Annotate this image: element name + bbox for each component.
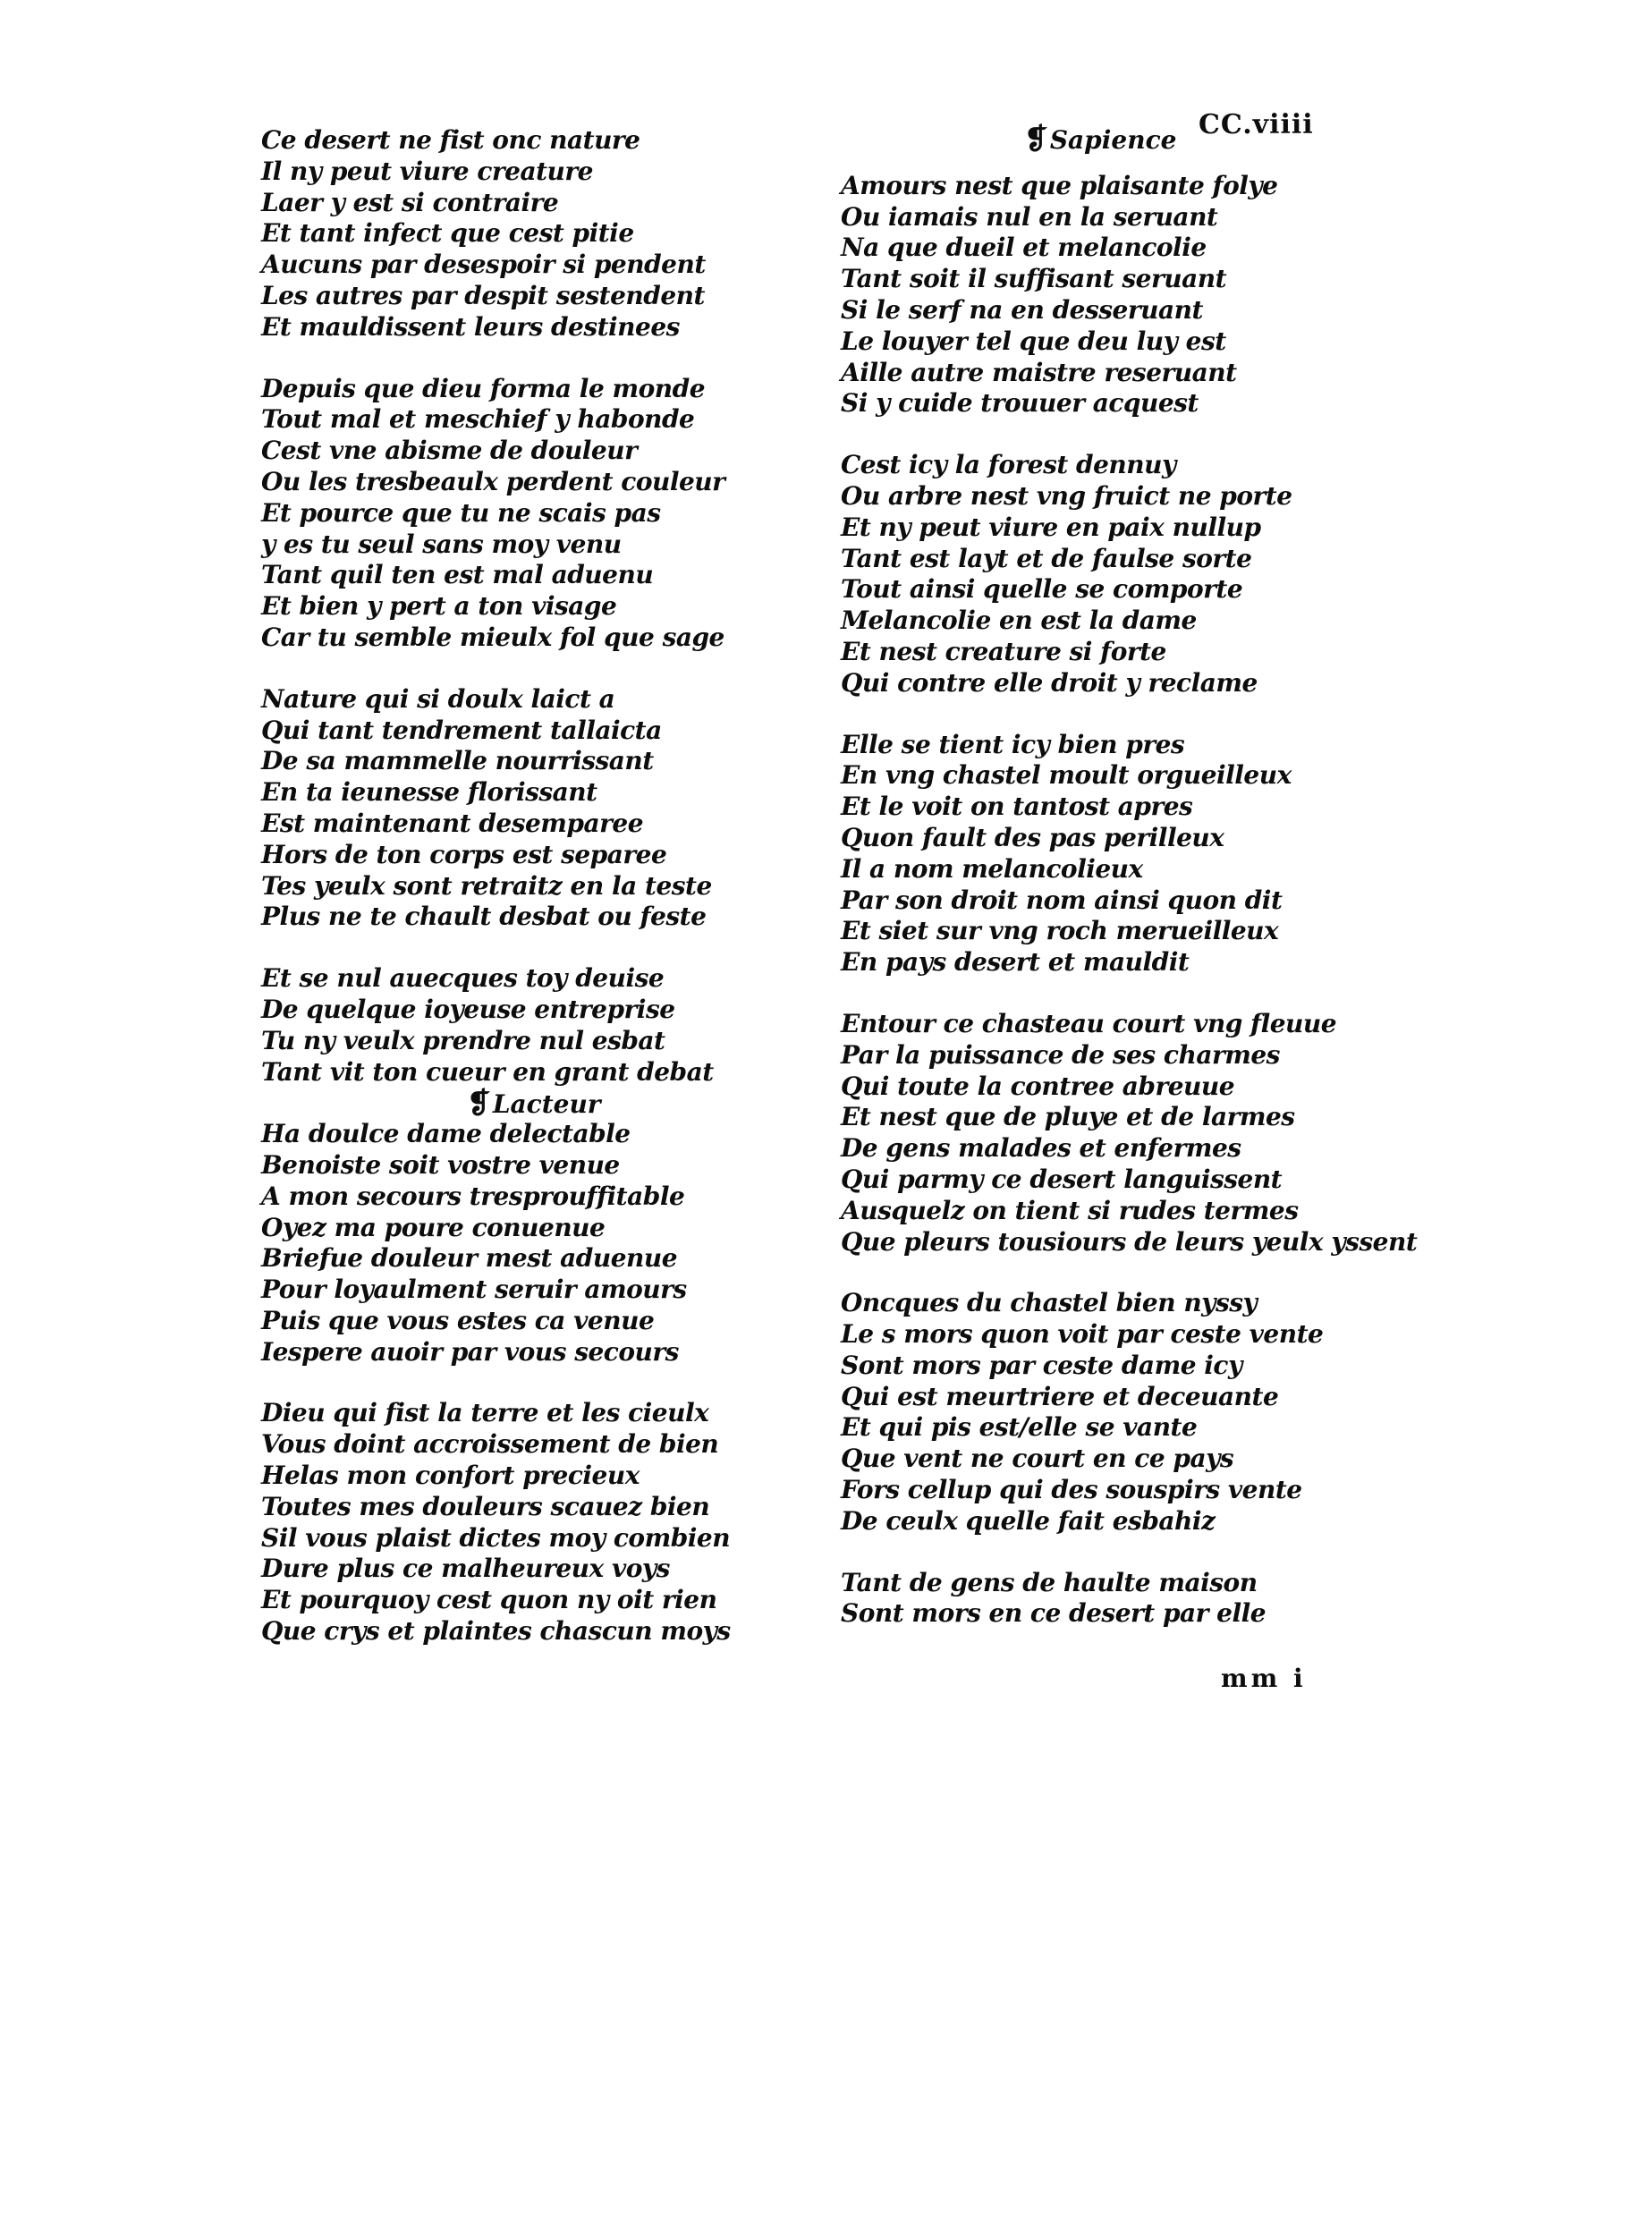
verse-line: Et pource que tu ne scais pas [261, 497, 661, 528]
verse-line: Et le voit on tantost apres [841, 792, 1193, 822]
verse-line: Que vent ne court en ce pays [841, 1444, 1234, 1474]
verse-line: Et nest creature si forte [841, 636, 1166, 666]
stanza [261, 1119, 816, 1368]
stanza [261, 963, 816, 1088]
verse-line: Iespere auoir par vous secours [261, 1336, 679, 1367]
left-column [261, 125, 816, 1647]
stanza [841, 1008, 1418, 1258]
verse-line: Amours nest que plaisante folye [841, 170, 1278, 200]
verse-line: De ceulx quelle fait esbahiz [841, 1505, 1216, 1536]
verse-line: Ou arbre nest vng fruict ne porte [841, 480, 1292, 511]
verse-line: De quelque ioyeuse entreprise [261, 994, 675, 1024]
verse-line: Par la puissance de ses charmes [841, 1039, 1280, 1070]
verse-line: Tes yeulx sont retraitz en la teste [261, 870, 712, 901]
verse-line: A mon secours tresprouffitable [261, 1181, 685, 1211]
verse-line: Dure plus ce malheureux voys [261, 1554, 670, 1584]
verse-line: Tout ainsi quelle se comporte [841, 574, 1243, 605]
verse-line: Par son droit nom ainsi quon dit [841, 885, 1283, 915]
verse-line: Depuis que dieu forma le monde [261, 373, 706, 403]
verse-line: Et bien y pert a ton visage [261, 591, 617, 622]
verse-line: Briefue douleur mest aduenue [261, 1243, 678, 1274]
signature-mark: mm i [1221, 1664, 1307, 1693]
verse-line: Et nest que de pluye et de larmes [841, 1102, 1295, 1132]
verse-line: Hors de ton corps est separee [261, 839, 667, 869]
verse-line: Les autres par despit sestendent [261, 280, 705, 310]
verse-line: Tout mal et meschief y habonde [261, 404, 695, 435]
verse-line: Ou iamais nul en la seruant [841, 201, 1218, 232]
verse-line: Benoiste soit vostre venue [261, 1149, 620, 1180]
verse-line: Le s mors quon voit par ceste vente [841, 1319, 1324, 1350]
verse-line: Oncques du chastel bien nyssy [841, 1288, 1258, 1318]
right-column [841, 122, 1418, 1630]
pilcrow-icon: ❡ [1024, 122, 1048, 156]
verse-line: Cest icy la forest dennuy [841, 450, 1176, 480]
verse-line: Pour loyaulment seruir amours [261, 1275, 687, 1305]
stanza [841, 1288, 1413, 1537]
verse-line: Que pleurs tousiours de leurs yeulx yssent [841, 1226, 1418, 1257]
verse-line: De sa mammelle nourrissant [261, 746, 654, 776]
stanza [841, 1568, 1413, 1630]
verse-line: Il ny peut viure creature [261, 156, 593, 186]
verse-line: Toutes mes douleurs scauez bien [261, 1491, 710, 1521]
verse-line: Na que dueil et melancolie [841, 233, 1207, 263]
verse-line: Et tant infect que cest pitie [261, 218, 634, 249]
page-number: CC.viiii [1199, 109, 1314, 140]
verse-line: Tant soit il suffisant seruant [841, 264, 1227, 294]
speaker-name: Lacteur [492, 1089, 601, 1120]
verse-line: Si y cuide trouuer acquest [841, 388, 1199, 419]
verse-line: De gens malades et enfermes [841, 1133, 1241, 1164]
verse-line: Fors cellup qui des souspirs vente [841, 1475, 1302, 1505]
verse-line: Tant vit ton cueur en grant debat [261, 1056, 714, 1087]
verse-line: Le louyer tel que deu luy est [841, 326, 1226, 356]
verse-line: Car tu semble mieulx fol que sage [261, 622, 724, 652]
verse-line: Dieu qui fist la terre et les cieulx [261, 1398, 709, 1428]
stanza [261, 374, 816, 654]
verse-line: Et mauldissent leurs destinees [261, 311, 680, 342]
verse-line: Oyez ma poure conuenue [261, 1212, 606, 1242]
verse-line: Laer y est si contraire [261, 187, 559, 217]
verse-line: Et qui pis est/elle se vante [841, 1412, 1198, 1443]
verse-line: Qui parmy ce desert languissent [841, 1164, 1283, 1194]
verse-line: Et pourquoy cest quon ny oit rien [261, 1585, 717, 1615]
verse-line: Que crys et plaintes chascun moys [261, 1616, 731, 1647]
verse-line: Vous doint accroissement de bien [261, 1429, 719, 1460]
verse-line: Quon fault des pas perilleux [841, 822, 1224, 852]
verse-line: Sont mors en ce desert par elle [841, 1598, 1267, 1629]
verse-line: Ce desert ne fist onc nature [261, 125, 640, 155]
verse-line: Et ny peut viure en paix nullup [841, 512, 1261, 542]
verse-line: Tant quil ten est mal aduenu [261, 560, 654, 590]
verse-line: En ta ieunesse florissant [261, 777, 597, 808]
verse-line: Ausquelz on tient si rudes termes [841, 1195, 1299, 1225]
verse-line: Tu ny veulx prendre nul esbat [261, 1025, 665, 1055]
stanza [841, 730, 1413, 978]
verse-line: Nature qui si doulx laict a [261, 683, 615, 714]
verse-line: Et siet sur vng roch merueilleux [841, 916, 1279, 946]
stanza [841, 450, 1413, 699]
verse-line: Aille autre maistre reseruant [841, 357, 1237, 387]
verse-line: Qui toute la contree abreuue [841, 1071, 1235, 1101]
verse-line: Sont mors par ceste dame icy [841, 1350, 1242, 1380]
stanza [261, 1398, 816, 1647]
verse-line: Plus ne te chault desbat ou feste [261, 902, 707, 932]
verse-line: En vng chastel moult orgueilleux [841, 760, 1292, 791]
stanza [261, 684, 816, 933]
verse-line: Qui tant tendrement tallaicta [261, 715, 662, 745]
verse-line: Helas mon confort precieux [261, 1461, 640, 1491]
verse-line: Il a nom melancolieux [841, 853, 1143, 884]
verse-line: Et se nul auecques toy deuise [261, 963, 665, 994]
verse-line: Tant de gens de haulte maison [841, 1567, 1258, 1597]
speaker-heading [841, 123, 1413, 155]
verse-line: Sil vous plaist dictes moy combien [261, 1522, 731, 1553]
verse-line: Ou les tresbeaulx perdent couleur [261, 466, 725, 496]
stanza [261, 125, 816, 343]
verse-line: En pays desert et mauldit [841, 947, 1190, 978]
verse-line: y es tu seul sans moy venu [261, 529, 622, 559]
verse-line: Qui est meurtriere et deceuante [841, 1381, 1279, 1411]
stanza [841, 171, 1413, 419]
verse-line: Tant est layt et de faulse sorte [841, 543, 1252, 573]
verse-line: Puis que vous estes ca venue [261, 1305, 655, 1335]
speaker-name: Sapience [1049, 125, 1177, 155]
pilcrow-icon: ❡ [467, 1086, 491, 1121]
verse-line: Si le serf na en desseruant [841, 294, 1203, 325]
verse-line: Est maintenant desemparee [261, 808, 644, 838]
verse-line: Elle se tient icy bien pres [841, 729, 1185, 759]
verse-line: Cest vne abisme de douleur [261, 436, 638, 466]
speaker-heading [261, 1088, 816, 1119]
verse-line: Ha doulce dame delectable [261, 1119, 631, 1149]
verse-line: Entour ce chasteau court vng fleuue [841, 1008, 1337, 1038]
verse-line: Aucuns par desespoir si pendent [261, 250, 706, 280]
verse-line: Melancolie en est la dame [841, 606, 1197, 636]
verse-line: Qui contre elle droit y reclame [841, 667, 1258, 698]
